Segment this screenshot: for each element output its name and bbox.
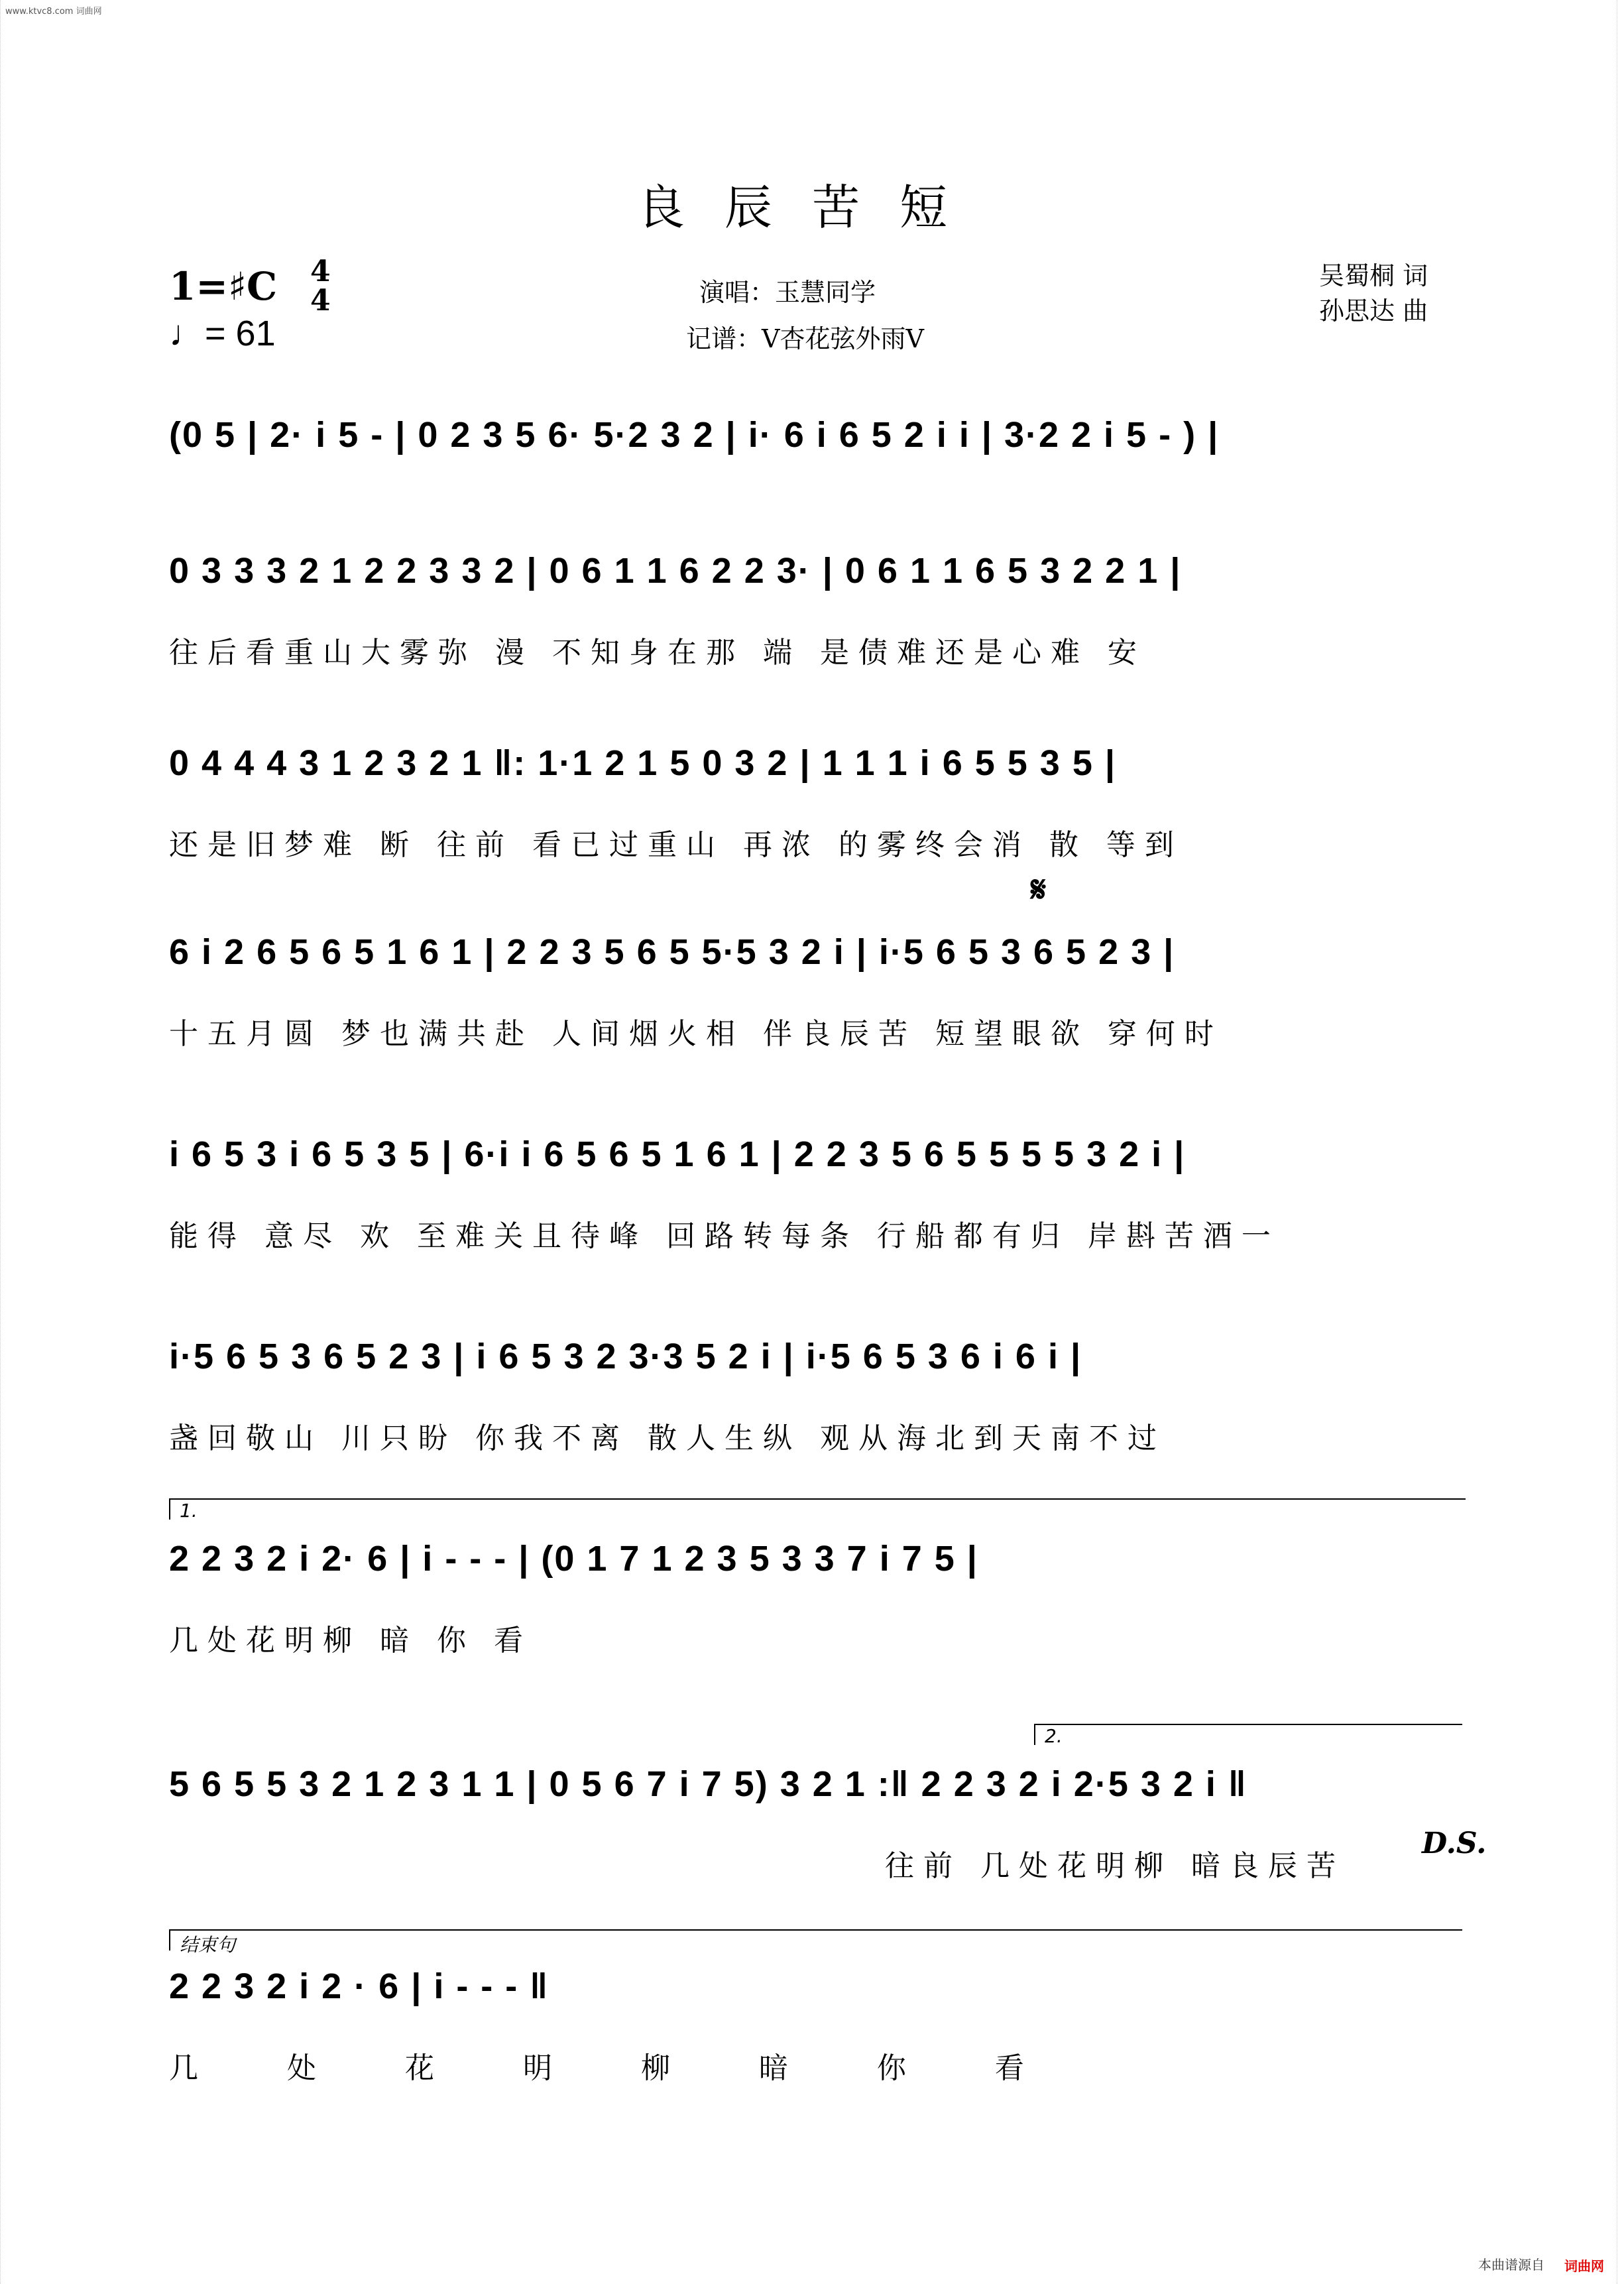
transcriber-credit: 记谱：V杏花弦外雨V [686,324,924,353]
composer-credit: 孙思达 曲 [1319,296,1428,326]
score-line-1 [169,414,1462,455]
score-line-4 [169,932,1462,1052]
volta-bracket-2: 2. [1034,1724,1462,1745]
score-line-5 [169,1134,1462,1254]
notation: i 6 5 3 i 6 5 3 5 | 6·i i 6 5 6 5 1 6 1 | 2 2 3 5 6 5 5 5 5 3 2 i | [169,1134,1186,1174]
score-line-8 [169,1764,1462,1884]
left-margin-strip [0,0,7,2284]
score-line-9 [169,1966,1462,2086]
da-segno-mark: D.S. [1422,1827,1487,1860]
coda-bracket: 结束句 [169,1929,1462,1951]
score-line-6 [169,1336,1462,1457]
footer-source: 本曲谱源自 [1478,2257,1544,2273]
notation: (0 5 | 2· i 5 - | 0 2 3 5 6· 5·2 3 2 | i· 6 i 6 5 2 i i | 3·2 2 i 5 - ) | [169,415,1220,455]
notation: 2 2 3 2 i 2 · 6 | i - - - ‖ [169,1966,550,2006]
lyrics: 还是旧梦难 断 往前 看已过重山 再浓 的雾终会消 散 等到 [169,828,1183,862]
score-line-2 [169,550,1462,671]
segno-sign: 𝄋 [1031,869,1047,910]
lyrics: 往后看重山大雾弥 漫 不知身在那 端 是债难还是心难 安 [169,636,1146,670]
notation: i·5 6 5 3 6 5 2 3 | i 6 5 3 2 3·3 5 2 i | i·5 6 5 3 6 i 6 i | [169,1337,1082,1376]
notation: 0 3 3 3 2 1 2 2 3 3 2 | 0 6 1 1 6 2 2 3· | 0 6 1 1 6 5 3 2 2 1 | [169,551,1182,591]
lyrics: 能得 意尽 欢 至难关且待峰 回路转每条 行船都有归 岸斟苦酒一 [169,1219,1280,1253]
footer-logo: 词曲网 [1564,2258,1604,2274]
time-signature [310,257,331,316]
score-line-3 [169,743,1462,863]
song-title: 良辰苦短 [636,180,987,235]
singer-credit: 演唱：玉慧同学 [699,278,876,307]
right-margin-strip [1617,0,1624,2284]
notation: 6 i 2 6 5 6 5 1 6 1 | 2 2 3 5 6 5 5·5 3 2 i | i·5 6 5 3 6 5 2 3 | [169,932,1175,972]
time-signature-bottom: 4 [310,284,331,318]
key-signature: 1=♯C [169,264,278,309]
notation: 5 6 5 5 3 2 1 2 3 1 1 | 0 5 6 7 i 7 5) 3 2 1 :‖ 2 2 3 2 i 2·5 3 2 i ‖ [169,1764,1247,1804]
score-line-7 [169,1538,1462,1659]
notation: 2 2 3 2 i 2· 6 | i - - - | (0 1 7 1 2 3 5 3 3 7 i 7 5 | [169,1539,978,1579]
lyrics: 几处花明柳 暗 你 看 [169,1624,532,1657]
time-signature-top: 4 [310,255,331,288]
volta-bracket-1: 1. [169,1498,1466,1520]
lyrics: 几 处 花 明 柳 暗 你 看 [169,2051,1064,2085]
lyricist-credit: 吴蜀桐 词 [1319,261,1428,290]
notation: 0 4 4 4 3 1 2 3 2 1 ‖: 1·1 2 1 5 0 3 2 | 1 1 1 i 6 5 5 3 5 | [169,743,1116,783]
lyrics: 往前 几处花明柳 暗良辰苦 [885,1849,1345,1883]
lyrics: 十五月圆 梦也满共赴 人间烟火相 伴良辰苦 短望眼欲 穿何时 [169,1017,1223,1051]
tempo-marking: ♩= 61 [169,314,276,353]
lyrics: 盏回敬山 川只盼 你我不离 散人生纵 观从海北到天南不过 [169,1421,1166,1455]
watermark-header: www.ktvc8.com 词曲网 [5,7,102,17]
